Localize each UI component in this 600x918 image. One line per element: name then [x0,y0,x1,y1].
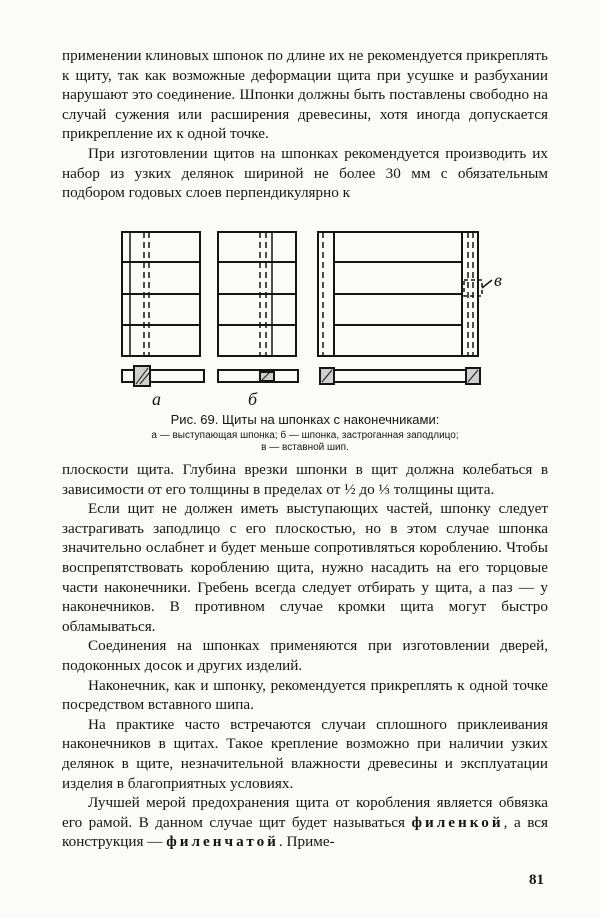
paragraph-applications: Соединения на шпонках применяются при изготовлении дверей, подоконных досок и других изделий. [62,637,548,674]
term-filenchataya: филенчатой [166,833,279,851]
bottom-text-block [62,460,548,852]
figure-label-v: в [494,270,502,290]
figure-caption-legend-2: в — вставной шип. [261,442,349,453]
figure-69-drawing [110,222,510,412]
panel-v-front [318,232,492,356]
paragraph-gluing: На практике часто встречаются случаи сплошного приклеивания наконечников в щитах. Такое крепление возможно при наличии узких делянок в щите, незначительной влажности древесины и эксплуатации изделия в благоприятных условиях. [62,715,548,792]
paragraph-frame-start: Лучшей мерой предохранения щита от коробления является обвязка его рамой. В данном случае щит будет называться [62,794,548,831]
term-filenka: филенкой [411,813,504,831]
paragraph-frame-end: . Приме- [278,833,335,851]
paragraph-end-cap: Наконечник, как и шпонку, рекомендуется прикреплять к одной точке посредством вставного шипа. [62,676,548,714]
paragraph-panel-assembly: При изготовлении щитов на шпонках рекомендуется производить их набор из узких делянок шириной не более 30 мм с обязательным подбором годовых слоев перпендикулярно к [62,144,548,202]
figure-label-a: а [152,389,161,409]
paragraph-frame [62,793,548,852]
top-text-block [62,46,548,203]
paragraph-frame-mid: , а вся конструкция — [62,813,548,851]
panel-v-section [320,368,480,384]
panel-b-section [218,370,298,382]
paragraph-flush-key: Если щит не должен иметь выступающих частей, шпонку следует застрагивать заподлицо с его плоскостью, но в этом случае шпонка значительно ослабнет и будет меньше сопротивляться короблению. Чтобы воспрепятствовать короблению щита, нужно насадить на его торцовые части наконечники. Гребень всегда следует отбирать у щита, а паз — у наконечников. В противном случае кромки щита могут быстро обламываться. [62,500,548,635]
paragraph-depth: плоскости щита. Глубина врезки шпонки в щит должна колебаться в зависимости от его толщины в пределах от ½ до ⅓ толщины щита. [62,461,548,498]
figure-69 [110,222,510,412]
panel-b-front [218,232,296,356]
paragraph-continuation: применении клиновых шпонок по длине их не рекомендуется прикреплять к щиту, так как возможные деформации щита при усушке и разбухании нарушают это соединение. Шпонки должны быть поставлены свободно на случай сужения или расширения древесины, хотя иногда допускается прикрепление их к одной точке. [62,47,548,143]
figure-caption-legend-1: а — выступающая шпонка; б — шпонка, застроганная заподлицо; [151,430,459,441]
figure-label-b: б [248,389,258,409]
page-number: 81 [529,872,544,888]
panel-a-front [122,232,200,356]
figure-caption-title: Рис. 69. Щиты на шпонках с наконечниками: [170,412,440,427]
panel-a-section [122,366,204,386]
